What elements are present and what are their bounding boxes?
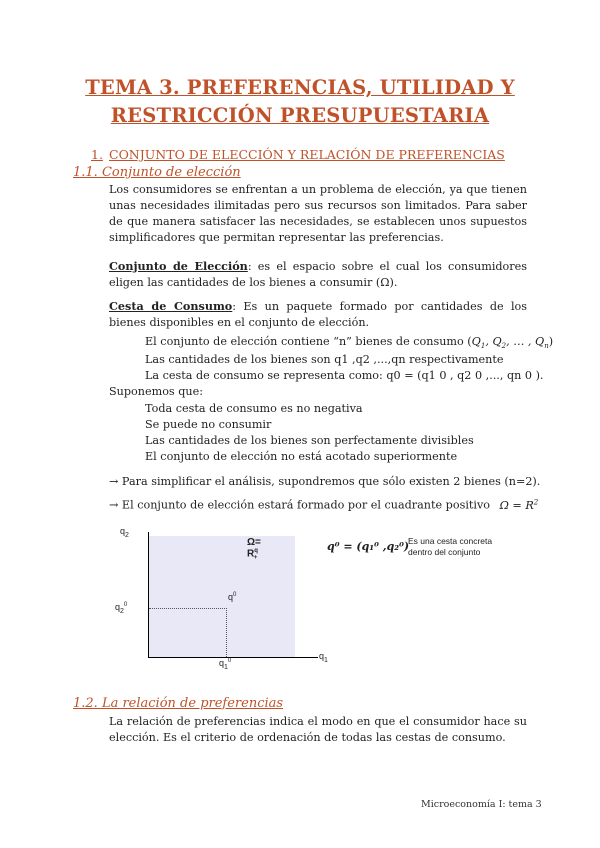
cesta-term: Cesta de Consumo bbox=[109, 299, 233, 313]
basket-note-line-2: dentro del conjunto bbox=[408, 547, 481, 557]
y-axis-label: $q_2$ bbox=[120, 526, 129, 539]
y-axis bbox=[148, 532, 149, 658]
basket-note bbox=[408, 536, 492, 558]
formula-q-1: Q bbox=[471, 335, 481, 348]
y-tick-label: $q_2^0$ bbox=[115, 602, 128, 615]
section-heading: CONJUNTO DE ELECCIÓN Y RELACIÓN DE PREFERENCIAS bbox=[109, 147, 505, 162]
page-footer: Microeconomía I: tema 3 bbox=[421, 799, 542, 810]
x-guide-line bbox=[226, 608, 227, 657]
conjunto-paragraph bbox=[109, 258, 527, 291]
formula-sub-n: n bbox=[544, 342, 549, 351]
indent-line-2: Las cantidades de los bienes son q1 ,q2 ,...,qn respectivamente bbox=[145, 353, 504, 366]
intro-paragraph: Los consumidores se enfrentan a un problema de elección, ya que tienen unas necesidades ilimitadas pero sus recursos son limitados. Para saber de que manera satisfacer las necesidades, se establecen unos supuestos simplificadores que permitan representar las preferencias. bbox=[109, 183, 527, 244]
page-title-line-1: TEMA 3. PREFERENCIAS, UTILIDAD Y bbox=[85, 76, 515, 99]
basket-note-line-1: Es una cesta concreta bbox=[408, 536, 493, 546]
indent-line-3: La cesta de consumo se representa como: q0 = (q1 0 , q2 0 ,..., qn 0 ). bbox=[145, 369, 544, 382]
indent-line-1-text: El conjunto de elección contiene “n” bienes de consumo ( bbox=[145, 335, 472, 348]
suponemos-label: Suponemos que: bbox=[109, 385, 203, 398]
point-q0-label: $q^0$ bbox=[228, 592, 237, 602]
cesta-definition: : Es un paquete formado por cantidades de los bienes disponibles en el conjunto de elección. bbox=[109, 300, 528, 329]
cesta-paragraph bbox=[109, 298, 527, 331]
assumption-item: Toda cesta de consumo es no negativa bbox=[145, 402, 363, 415]
omega-formula: Ω = R bbox=[499, 498, 534, 512]
arrow-note-2-text: → El conjunto de elección estará formado por el cuadrante positivo bbox=[109, 498, 491, 512]
assumption-item: El conjunto de elección no está acotado superiormente bbox=[145, 450, 458, 463]
section-number: 1. bbox=[91, 147, 103, 162]
subsection-heading-1-1: 1.1. Conjunto de elección bbox=[73, 165, 241, 180]
preferences-paragraph: La relación de preferencias indica el modo en que el consumidor hace su elección. Es el criterio de ordenación de todas las cestas de consumo. bbox=[109, 715, 527, 744]
assumption-item: Las cantidades de los bienes son perfectamente divisibles bbox=[145, 434, 474, 447]
x-axis-label: $q_1$ bbox=[319, 651, 328, 664]
omega-exponent: 2 bbox=[533, 498, 539, 506]
omega-set-label: $\Omega= R^q_+$ bbox=[247, 537, 261, 562]
basket-formula: q⁰ = (q₁⁰ ,q₂⁰) bbox=[327, 540, 410, 553]
subsection-heading-1-2: 1.2. La relación de preferencias bbox=[73, 696, 284, 711]
conjunto-term: Conjunto de Elección bbox=[109, 259, 248, 273]
arrow-note-2 bbox=[109, 494, 538, 514]
y-guide-line bbox=[149, 608, 227, 609]
formula-sub-2: 2 bbox=[501, 342, 507, 351]
x-axis bbox=[148, 657, 318, 658]
arrow-note-1: → Para simplificar el análisis, supondremos que sólo existen 2 bienes (n=2). bbox=[109, 475, 541, 488]
page-title-line-2: RESTRICCIÓN PRESUPUESTARIA bbox=[110, 104, 490, 127]
formula-q-2: Q bbox=[492, 335, 502, 348]
indent-line-1: El conjunto de elección contiene “n” bienes de consumo ($Q_1$, $Q_2$, … , $Q_n$) bbox=[145, 335, 554, 351]
choice-set-diagram bbox=[105, 518, 525, 671]
formula-q-n: Q bbox=[535, 335, 545, 348]
assumption-item: Se puede no consumir bbox=[145, 418, 272, 431]
x-tick-label: $q_1^0$ bbox=[219, 658, 232, 671]
conjunto-definition: : es el espacio sobre el cual los consumidores eligen las cantidades de los bienes a consumir (Ω). bbox=[109, 260, 528, 289]
formula-sub-1: 1 bbox=[480, 342, 486, 351]
